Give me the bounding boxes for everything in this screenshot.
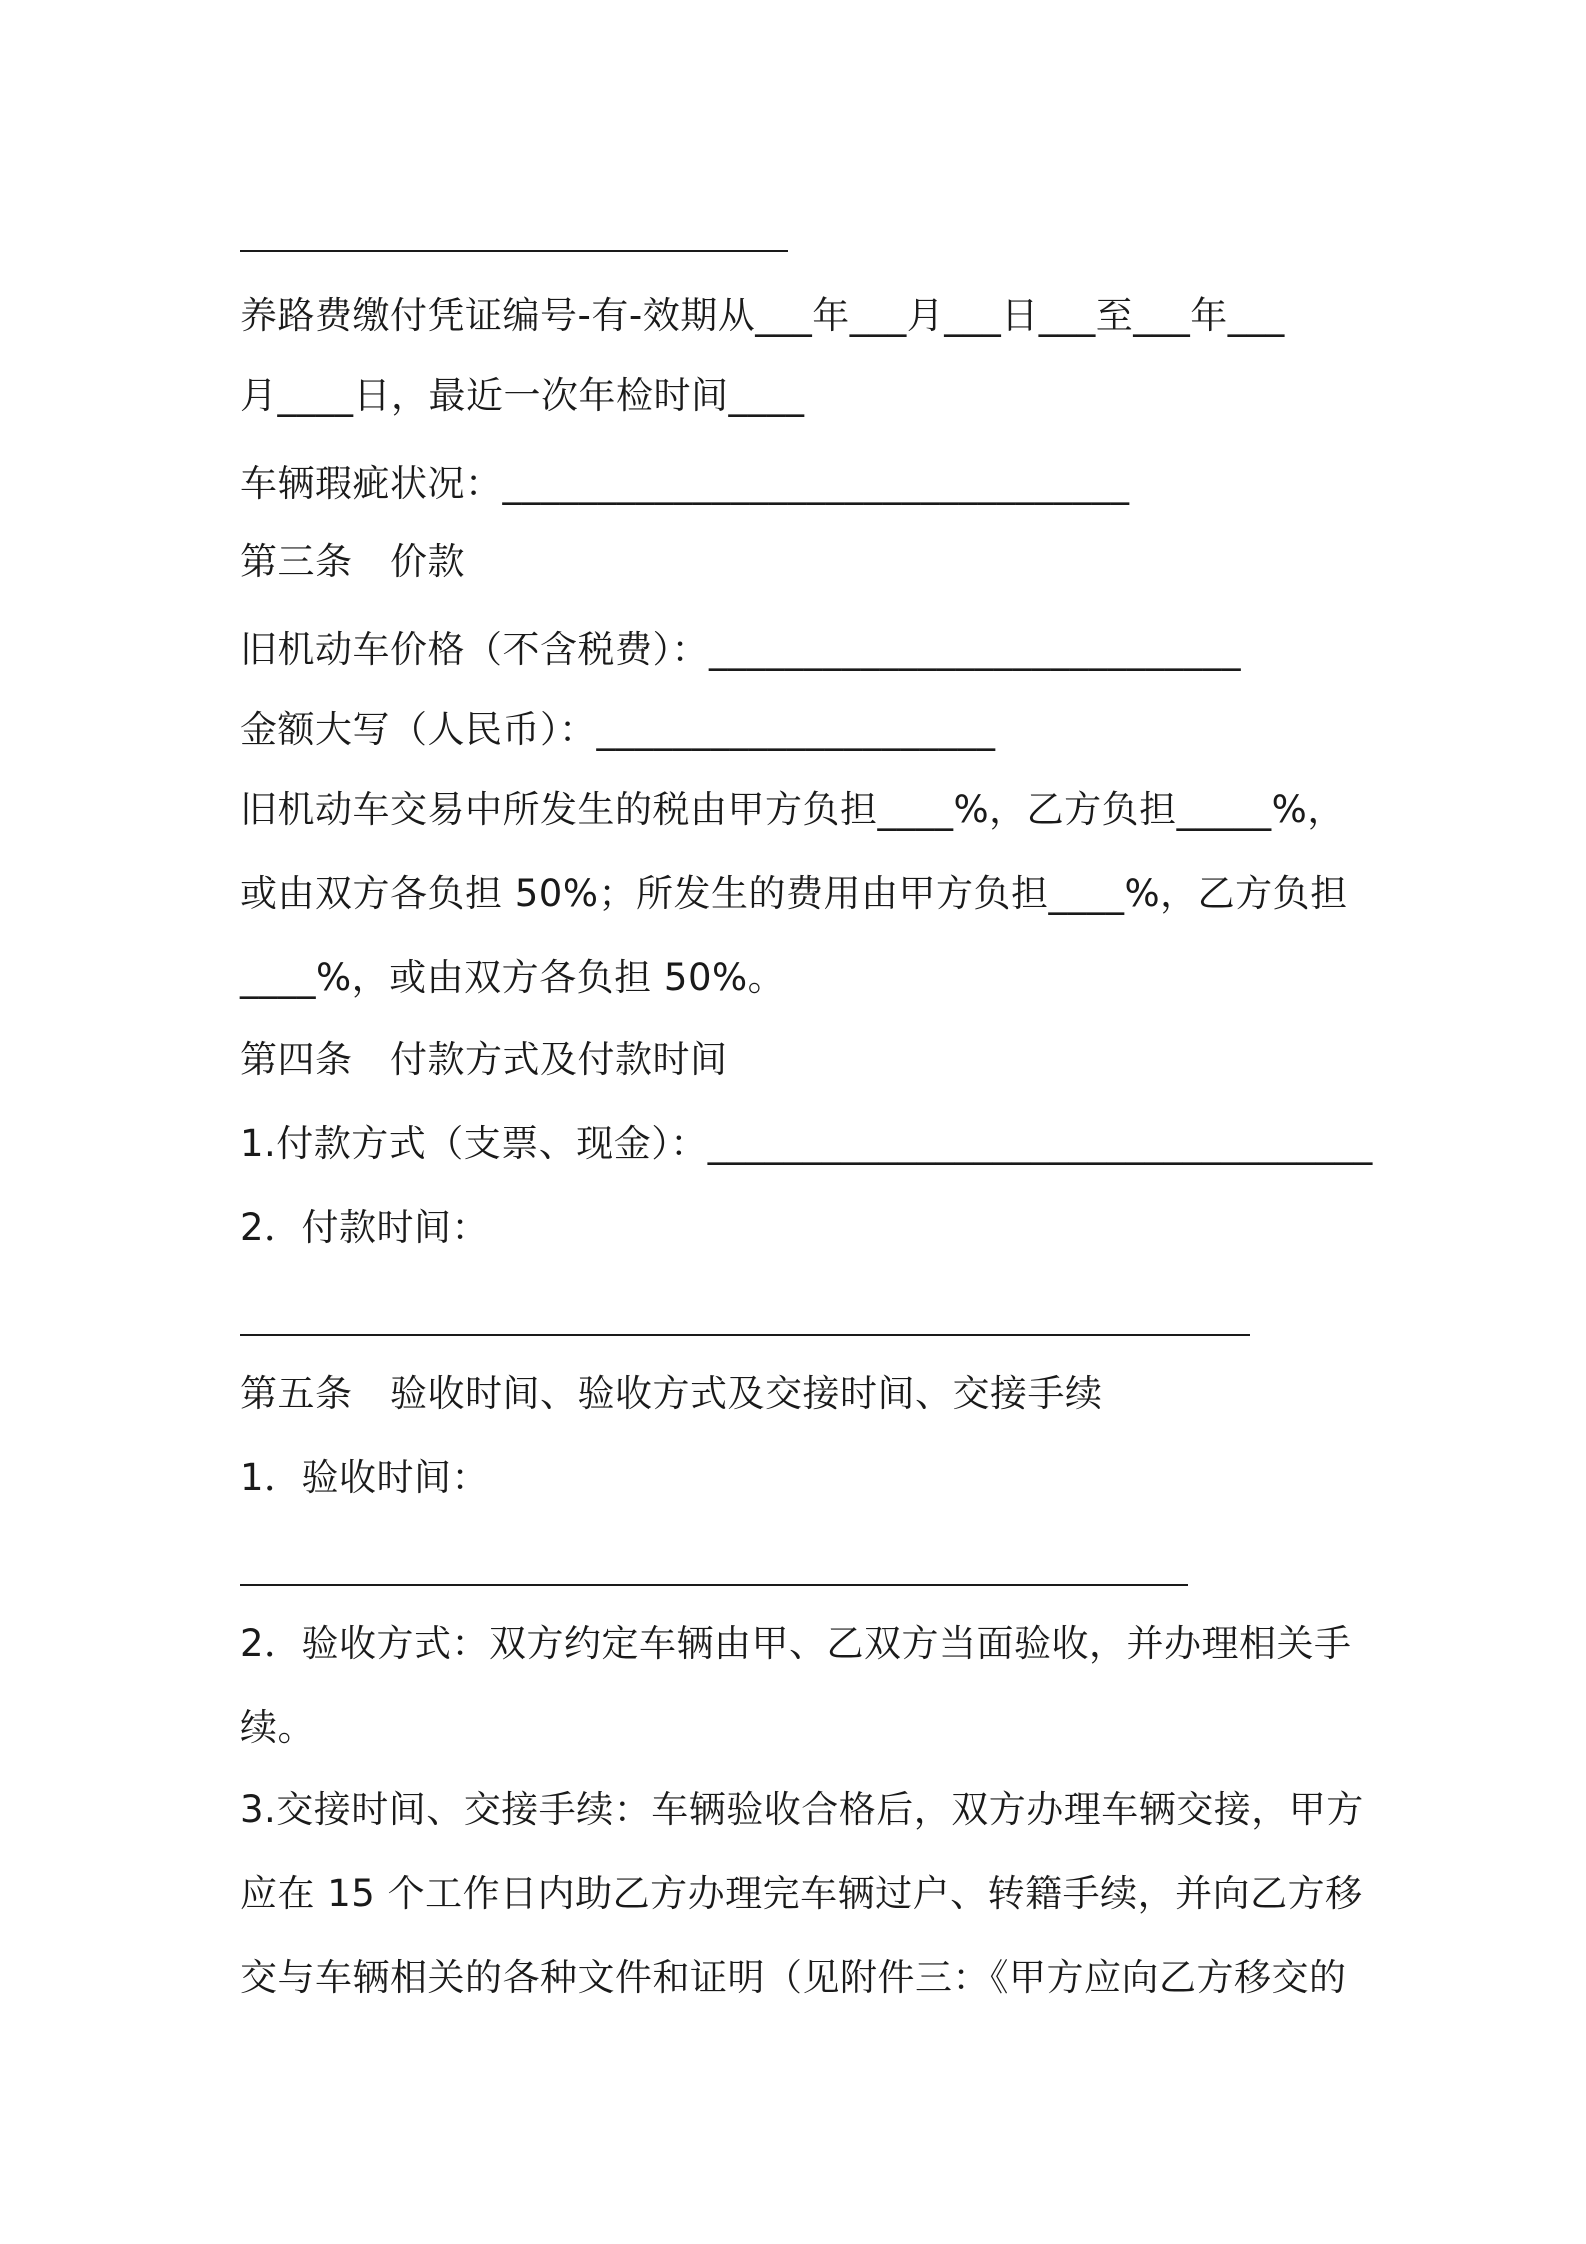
handover-line-2: 应在 15 个工作日内助乙方办理完车辆过户、转籍手续，并向乙方移 [240, 1872, 1363, 1915]
article-four-heading: 第四条 付款方式及付款时间 [240, 1038, 728, 1081]
price-line: 旧机动车价格（不含税费）：____________________________ [240, 628, 1241, 671]
vehicle-defects-line: 车辆瑕疵状况：_________________________________ [240, 462, 1130, 505]
tax-share-line-3: ____%，或由双方各负担 50%。 [240, 956, 786, 999]
inspection-time-label: 1．验收时间： [240, 1456, 490, 1499]
inspection-method-line-2: 续。 [240, 1706, 315, 1749]
payment-method-line: 1.付款方式（支票、现金）：___________________________________ [240, 1122, 1373, 1165]
article-three-heading: 第三条 价款 [240, 540, 465, 583]
handover-line-3: 交与车辆相关的各种文件和证明（见附件三：《甲方应向乙方移交的 [240, 1956, 1347, 1999]
payment-time-blank [240, 1334, 1250, 1336]
payment-time-label: 2．付款时间： [240, 1206, 490, 1249]
handover-line-1: 3.交接时间、交接手续：车辆验收合格后，双方办理车辆交接，甲方 [240, 1788, 1364, 1831]
inspection-time-blank [240, 1584, 1188, 1586]
amount-in-words-line: 金额大写（人民币）：_____________________ [240, 708, 996, 751]
article-five-heading: 第五条 验收时间、验收方式及交接时间、交接手续 [240, 1372, 1103, 1415]
annual-inspection-line: 月____日，最近一次年检时间____ [240, 374, 805, 417]
blank-rule-top [240, 250, 788, 252]
inspection-method-line-1: 2．验收方式：双方约定车辆由甲、乙双方当面验收，并办理相关手 [240, 1622, 1352, 1665]
tax-share-line-1: 旧机动车交易中所发生的税由甲方负担____%，乙方负担_____%， [240, 788, 1345, 831]
road-fee-line: 养路费缴付凭证编号-有-效期从___年___月___日___至___年___ [240, 294, 1285, 337]
tax-share-line-2: 或由双方各负担 50%；所发生的费用由甲方负担____%，乙方负担 [240, 872, 1348, 915]
